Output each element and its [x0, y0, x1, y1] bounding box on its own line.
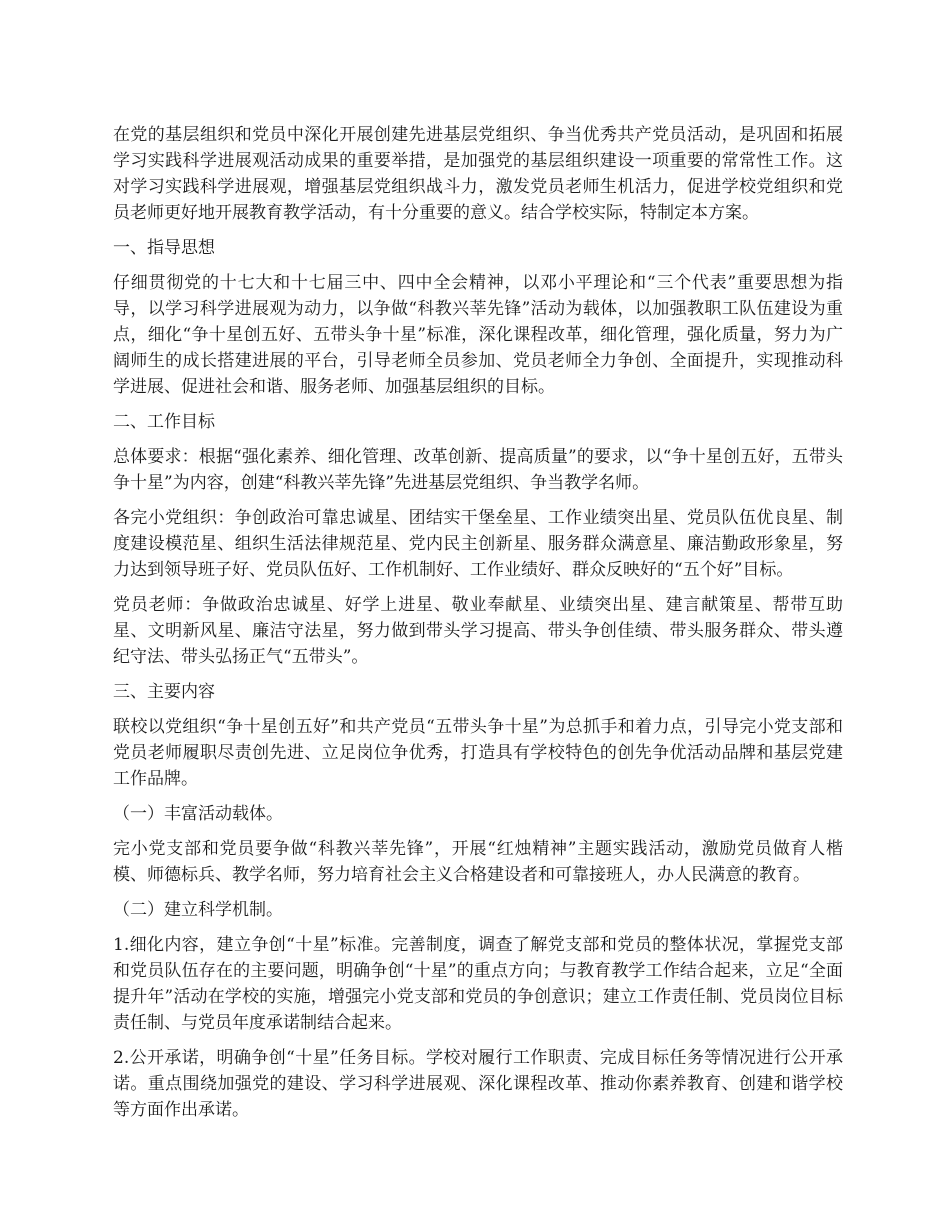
paragraph-main-content: 联校以党组织“争十星创五好”和共产党员“五带头争十星”为总抓手和着力点，引导完小党支部和党员老师履职尽责创先进、立足岗位争优秀，打造具有学校特色的创先争优活动品牌和基层党建工作品牌。 — [113, 717, 843, 789]
subheading-activity-carrier: （一）丰富活动载体。 — [113, 804, 283, 824]
section-heading-work-goals: 二、工作目标 — [113, 412, 215, 432]
paragraph-public-commitment: 2.公开承诺，明确争创“十星”任务目标。学校对履行工作职责、完成目标任务等情况进行公开承诺。重点围绕加强党的建设、学习科学进展观、深化课程改革、推动你素养教育、创建和谐学校等方面作出承诺。 — [113, 1048, 843, 1120]
section-heading-main-content: 三、主要内容 — [113, 682, 215, 702]
paragraph-activity-carrier: 完小党支部和党员要争做“科教兴莘先锋”，开展“红烛精神”主题实践活动，激励党员做育人楷模、师德标兵、教学名师，努力培育社会主义合格建设者和可靠接班人，办人民满意的教育。 — [113, 839, 843, 885]
paragraph-party-teachers: 党员老师：争做政治忠诚星、好学上进星、敬业奉献星、业绩突出星、建言献策星、帮带互助星、文明新风星、廉洁守法星，努力做到带头学习提高、带头争创佳绩、带头服务群众、带头遵纪守法、带头弘扬正气“五带头”。 — [113, 595, 843, 667]
paragraph-guiding-thought: 仔细贯彻党的十七大和十七届三中、四中全会精神，以邓小平理论和“三个代表”重要思想为指导，以学习科学进展观为动力，以争做“科教兴莘先锋”活动为载体，以加强教职工队伍建设为重点，细化“争十星创五好、五带头争十星”标准，深化课程改革，细化管理，强化质量，努力为广阔师生的成长搭建进展的平台，引导老师全员参加、党员老师全力争创、全面提升，实现推动科学进展、促进社会和谐、服务老师、加强基层组织的目标。 — [113, 273, 843, 397]
section-heading-guiding-thought: 一、指导思想 — [113, 238, 215, 258]
paragraph-party-organizations: 各完小党组织：争创政治可靠忠诚星、团结实干堡垒星、工作业绩突出星、党员队伍优良星、制度建设模范星、组织生活法律规范星、党内民主创新星、服务群众满意星、廉洁勤政形象星，努力达到领导班子好、党员队伍好、工作机制好、工作业绩好、群众反映好的“五个好”目标。 — [113, 508, 843, 580]
subheading-scientific-mechanism: （二）建立科学机制。 — [113, 900, 283, 920]
paragraph-intro: 在党的基层组织和党员中深化开展创建先进基层党组织、争当优秀共产党员活动，是巩固和拓展学习实践科学进展观活动成果的重要举措，是加强党的基层组织建设一项重要的常常性工作。这对学习实践科学进展观，增强基层党组织战斗力，激发党员老师生机活力，促进学校党组织和党员老师更好地开展教育教学活动，有十分重要的意义。结合学校实际，特制定本方案。 — [113, 125, 843, 223]
paragraph-refine-content: 1.细化内容，建立争创“十星”标准。完善制度，调查了解党支部和党员的整体状况，掌握党支部和党员队伍存在的主要问题，明确争创“十星”的重点方向；与教育教学工作结合起来，立足“全面提升年”活动在学校的实施，增强完小党支部和党员的争创意识；建立工作责任制、党员岗位目标责任制、与党员年度承诺制结合起来。 — [113, 935, 843, 1033]
paragraph-overall-requirements: 总体要求：根据“强化素养、细化管理、改革创新、提高质量”的要求，以“争十星创五好，五带头争十星”为内容，创建“科教兴莘先锋”先进基层党组织、争当教学名师。 — [113, 447, 843, 493]
document-body — [113, 122, 843, 1132]
